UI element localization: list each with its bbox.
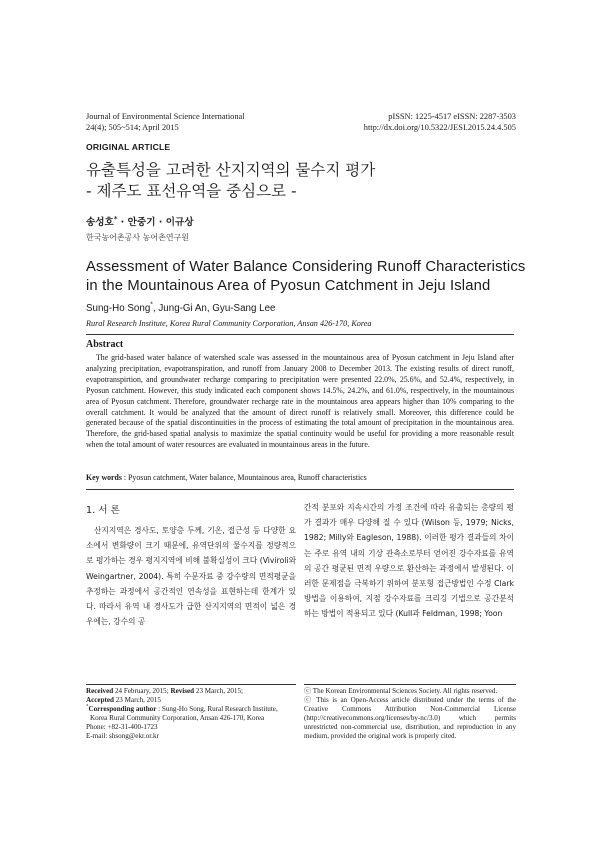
footnote-copyright	[304, 687, 516, 742]
abstract-top-rule	[86, 334, 514, 335]
section-heading: 1. 서 론	[86, 505, 120, 516]
received-date: 24 February, 2015;	[113, 687, 171, 695]
journal-citation	[86, 111, 245, 133]
korean-title-line1: 유출특성을 고려한 산지지역의 물수지 평가	[86, 161, 376, 179]
corresponding-address: Korea Rural Community Corporation, Ansan 426-170, Korea	[90, 714, 265, 723]
abstract-heading: Abstract	[86, 339, 124, 350]
english-affiliation: Rural Research Institute, Korea Rural Community Corporation, Ansan 426-170, Korea	[86, 319, 372, 328]
english-title-line2: in the Mountainous Area of Pyosun Catchment in Jeju Island	[86, 278, 491, 294]
license-notice: ⓒ This is an Open-Access article distributed under the terms of the Creative Commons Attribution Non-Commercial License (http://creativecommons.org/licenses/by-nc/3.0) which permits unrestricted non-commercial use, distribution, and reproduction in any medium, provided the original work is properly cited.	[304, 696, 516, 741]
korean-authors	[86, 214, 194, 228]
accepted-date: 23 March, 2015	[113, 696, 161, 705]
article-type: ORIGINAL ARTICLE	[86, 142, 171, 152]
abstract-text: The grid-based water balance of watershed scale was assessed in the mountainous area of Pyosun catchment in Jeju Island after analyzing precipitation, evapotranspiration, and runoff from January 2008 to December 2013. The existing results of direct runoff, evapotranspirtion, and groundwater recharge comparing to precipitation were presented 22.0%, 25.6%, and 52.4%, respectively, in Pyosun catchment. However, this study indicated each component shows 14.5%, 24.2%, and 61.0%, respectively, in the mountainous area of Pyosun catchment. Therefore, groundwater recharge rate in the mountainous area appears higher than 10% comparing to the overall catchment. It would be analyzed that the amount of direct runoff is relatively small. Moreover, this difference could be generated because of the spatial discontinuities in the process of estimating the total amount of precipitation in the mountainous area. Therefore, the grid-based spatial analysis to maximize the spatial continuity would be useful for providing a more reasonable result when the total amount of water resources are evaluated in mountainous areas in the future.	[86, 353, 514, 450]
footnote-rule-left	[86, 684, 296, 685]
english-title	[86, 258, 526, 296]
korean-author-rest: · 안중기 · 이규상	[117, 217, 194, 228]
corresponding-text: : Sung-Ho Song, Rural Research Institute,	[156, 705, 278, 714]
received-label: Received	[86, 687, 114, 695]
corresponding-phone: Phone: +82-31-400-1723	[86, 723, 158, 732]
body-column-left: 산지지역은 경사도, 토양층 두께, 기온, 접근성 등 다양한 요소에서 변화량이 크기 때문에, 유역단위의 물수지를 정량적으로 평가하는 경우 평지지역에 비해 불확실성이 크다 (Viviroli와 Weingartner, 2004). 특히 수문자료 중 강수량의 면적평균을 추정하는 과정에서 공간적인 연속성을 표현하는데 한계가 있다. 따라서 유역 내 경사도가 급한 산지지역의 면적이 넓은 경우에는, 강수의 공	[86, 526, 296, 627]
footnote-dates-correspondence	[86, 687, 296, 742]
body-column-right: 간적 분포와 지속시간의 가정 조건에 따라 유출되는 총량의 평가 결과가 매우 다양해 질 수 있다 (Wilson 등, 1979; Nicks, 1982; Milly와 Eagleson, 1988). 이러한 평가 결과들의 차이는 주로 유역 내의 기상 관측소로부터 얻어진 강수자료를 유역의 공간 평균된 면적 우량으로 환산하는 과정에서 발생된다. 이러한 문제점을 극복하기 위하여 분포형 접근방법인 수정 Clark 방법을 이용하여, 지점 강수자료를 크리깅 기법으로 공간분석 하는 방법이 적용되고 있다 (Kull과 Feldman, 1998; Yoon	[304, 503, 514, 619]
journal-identifiers	[364, 111, 516, 133]
keywords-text: : Pyosun catchment, Water balance, Mountainous area, Runoff characteristics	[121, 473, 367, 482]
revised-date: 23 March, 2015;	[194, 687, 243, 695]
keywords-bottom-rule	[86, 489, 514, 490]
english-author-first: Sung-Ho Song	[86, 303, 151, 314]
dates-line1	[86, 687, 296, 696]
journal-name: Journal of Environmental Science International	[86, 112, 245, 121]
corresponding-mark: *	[86, 704, 89, 710]
copyright-notice: ⓒ The Korean Environmental Sciences Society. All rights reserved.	[304, 687, 498, 695]
footnote-rule-right	[304, 684, 516, 685]
keywords	[86, 473, 514, 482]
revised-label: Revised	[170, 687, 195, 695]
journal-volume: 24(4); 505~514; April 2015	[86, 123, 179, 132]
keywords-label: Key words	[86, 473, 122, 482]
korean-title	[86, 160, 375, 202]
english-title-line1: Assessment of Water Balance Considering Runoff Characteristics	[86, 259, 526, 275]
journal-doi[interactable]: http://dx.doi.org/10.5322/JESI.2015.24.4.505	[363, 123, 516, 132]
corresponding-mark: *	[113, 214, 118, 223]
english-author-rest: , Jung-Gi An, Gyu-Sang Lee	[152, 303, 276, 314]
corresponding-email[interactable]: E-mail: shsong@ekr.or.kr	[86, 732, 159, 741]
corresponding-label: Corresponding author	[88, 705, 157, 714]
dates-line2	[86, 696, 296, 705]
corresponding-mark: *	[150, 301, 153, 309]
english-authors	[86, 303, 276, 314]
korean-affiliation: 한국농어촌공사 농어촌연구원	[86, 233, 190, 242]
journal-issn: pISSN: 1225-4517 eISSN: 2287-3503	[388, 112, 516, 121]
korean-author-first: 송성호	[86, 217, 114, 228]
korean-title-line2: - 제주도 표선유역을 중심으로 -	[86, 182, 297, 200]
accepted-label: Accepted	[86, 696, 114, 705]
corresponding-line	[86, 705, 296, 714]
